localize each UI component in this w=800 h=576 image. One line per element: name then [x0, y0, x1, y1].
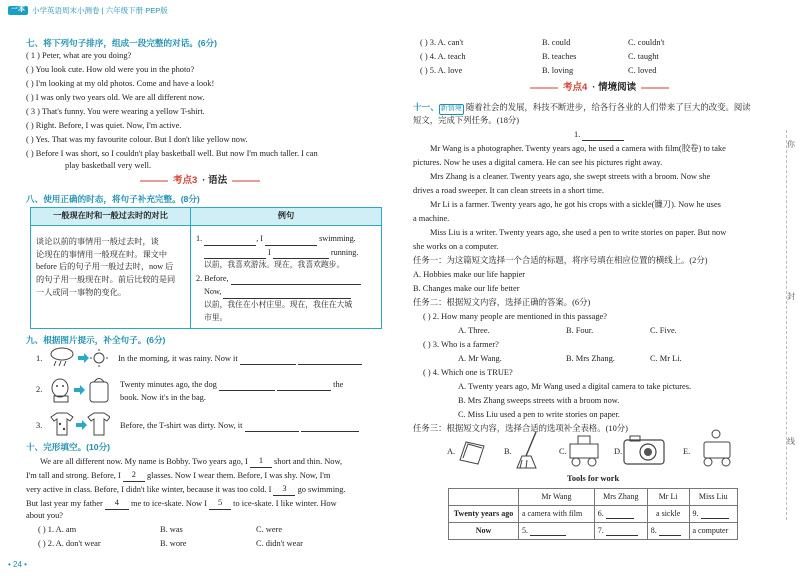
cloze-option-row: ( ) 4. A. teach	[420, 52, 466, 61]
harvester-machine-icon	[566, 432, 606, 468]
s7-item: ( ) Before I was short, so I couldn't play basketball well. But now I'm much taller. I can	[26, 149, 318, 158]
table-title: Tools for work	[567, 474, 620, 483]
row-header: Twenty years ago	[449, 506, 519, 523]
section-8-title: 八、使用正确的时态，将句子补充完整。(8分)	[26, 194, 200, 204]
cloze-blank-3[interactable]: 3	[273, 484, 295, 496]
digital-camera-icon	[622, 434, 668, 466]
binding-line	[786, 130, 787, 520]
cloze-option-row: ( ) 1. A. am	[38, 525, 77, 534]
blank[interactable]	[301, 431, 359, 432]
blank[interactable]	[582, 140, 624, 141]
paper-stack-icon	[456, 438, 488, 466]
broom-icon	[514, 430, 542, 470]
cloze-option-row: ( ) 5. A. love	[420, 66, 463, 75]
header-title: 小学英语周末小测卷 | 六年级下册 PEP版	[32, 6, 168, 15]
blank[interactable]	[277, 390, 331, 391]
blank[interactable]	[219, 390, 275, 391]
s7-item: ( ) Yes. That was my favourite colour. But I don't like yellow now.	[26, 135, 248, 144]
cloze-option-row: ( ) 2. A. don't wear	[38, 539, 101, 548]
grammar-col-header: 一般现在时和一般过去时的对比	[31, 208, 191, 226]
row-header: Now	[449, 523, 519, 540]
kaodian-4-heading: 考点4 · 情境阅读	[530, 82, 669, 94]
dog-to-bag-icon	[48, 374, 110, 404]
cloze-option-row: ( ) 3. A. can't	[420, 38, 464, 47]
s7-item-continued: play basketball very well.	[65, 161, 152, 170]
cloze-blank-5[interactable]: 5	[209, 498, 231, 510]
page-header	[8, 6, 168, 15]
s7-item: ( ) You look cute. How old were you in the photo?	[26, 65, 195, 74]
cloze-blank-4[interactable]: 4	[105, 498, 129, 510]
new-context-tag: 新情境	[439, 104, 464, 115]
brand-logo: 一本	[8, 6, 28, 15]
s7-item: ( 3 ) That's funny. You were wearing a yellow T-shirt.	[26, 107, 205, 116]
s7-item: ( ) I was only two years old. We are all different now.	[26, 93, 205, 102]
dirty-to-clean-tshirt-icon	[48, 411, 110, 437]
section-11-title: 十一、 新情境 随着社会的发展，科技不断进步，给各行各业的人们带来了巨大的改变。阅读	[413, 102, 751, 115]
example-col-header: 例句	[191, 208, 382, 226]
section-7-title: 七、将下列句子排序，组成一段完整的对话。(6分)	[26, 38, 217, 48]
road-sweeper-icon	[696, 428, 736, 468]
section-9-title: 九、根据图片提示，补全句子。(6分)	[26, 335, 166, 345]
page-number: • 24 •	[8, 560, 27, 569]
title-answer-line: 1.	[574, 130, 624, 141]
blank[interactable]	[298, 364, 362, 365]
s7-item: ( ) I'm looking at my old photos. Come and have a look!	[26, 79, 215, 88]
table-blank-8[interactable]: 8.	[647, 523, 689, 540]
blank[interactable]	[240, 364, 296, 365]
tools-table: Mr Wang Mrs Zhang Mr Li Miss Liu Twenty years ago a camera with film 6. a sickle 9. Now 5. 7. 8. a computer	[448, 488, 738, 540]
kaodian-3-heading: 考点3 · 语法	[140, 175, 260, 187]
section-10-title: 十、完形填空。(10分)	[26, 442, 111, 452]
cloze-blank-1[interactable]: 1	[250, 456, 272, 468]
s7-item: ( ) Right. Before, I was quiet. Now, I'm active.	[26, 121, 182, 130]
table-blank-9[interactable]: 9.	[689, 506, 738, 523]
grammar-examples: 1. , I swimming. I running. 以前，我喜欢游泳。现在，我喜欢跑步。 2. Before, Now, 以前，我住在小村庄里。现在，我住在大城 市里。	[191, 226, 382, 329]
grammar-table	[30, 207, 382, 329]
rain-to-sun-icon	[48, 346, 108, 370]
blank[interactable]	[245, 431, 299, 432]
table-blank-5[interactable]: 5.	[519, 523, 595, 540]
table-blank-7[interactable]: 7.	[594, 523, 647, 540]
cloze-blank-2[interactable]: 2	[123, 470, 145, 482]
grammar-explanation: 谈论以前的事情用一般过去时，谈 论现在的事情用一般现在时。课文中 before 后的句子用一般过去时，now 后 的句子用一般现在时。前后比较的是同 一人或同一事物的变化。	[31, 226, 191, 329]
table-blank-6[interactable]: 6.	[594, 506, 647, 523]
s7-item: ( 1 ) Peter, what are you doing?	[26, 51, 132, 60]
